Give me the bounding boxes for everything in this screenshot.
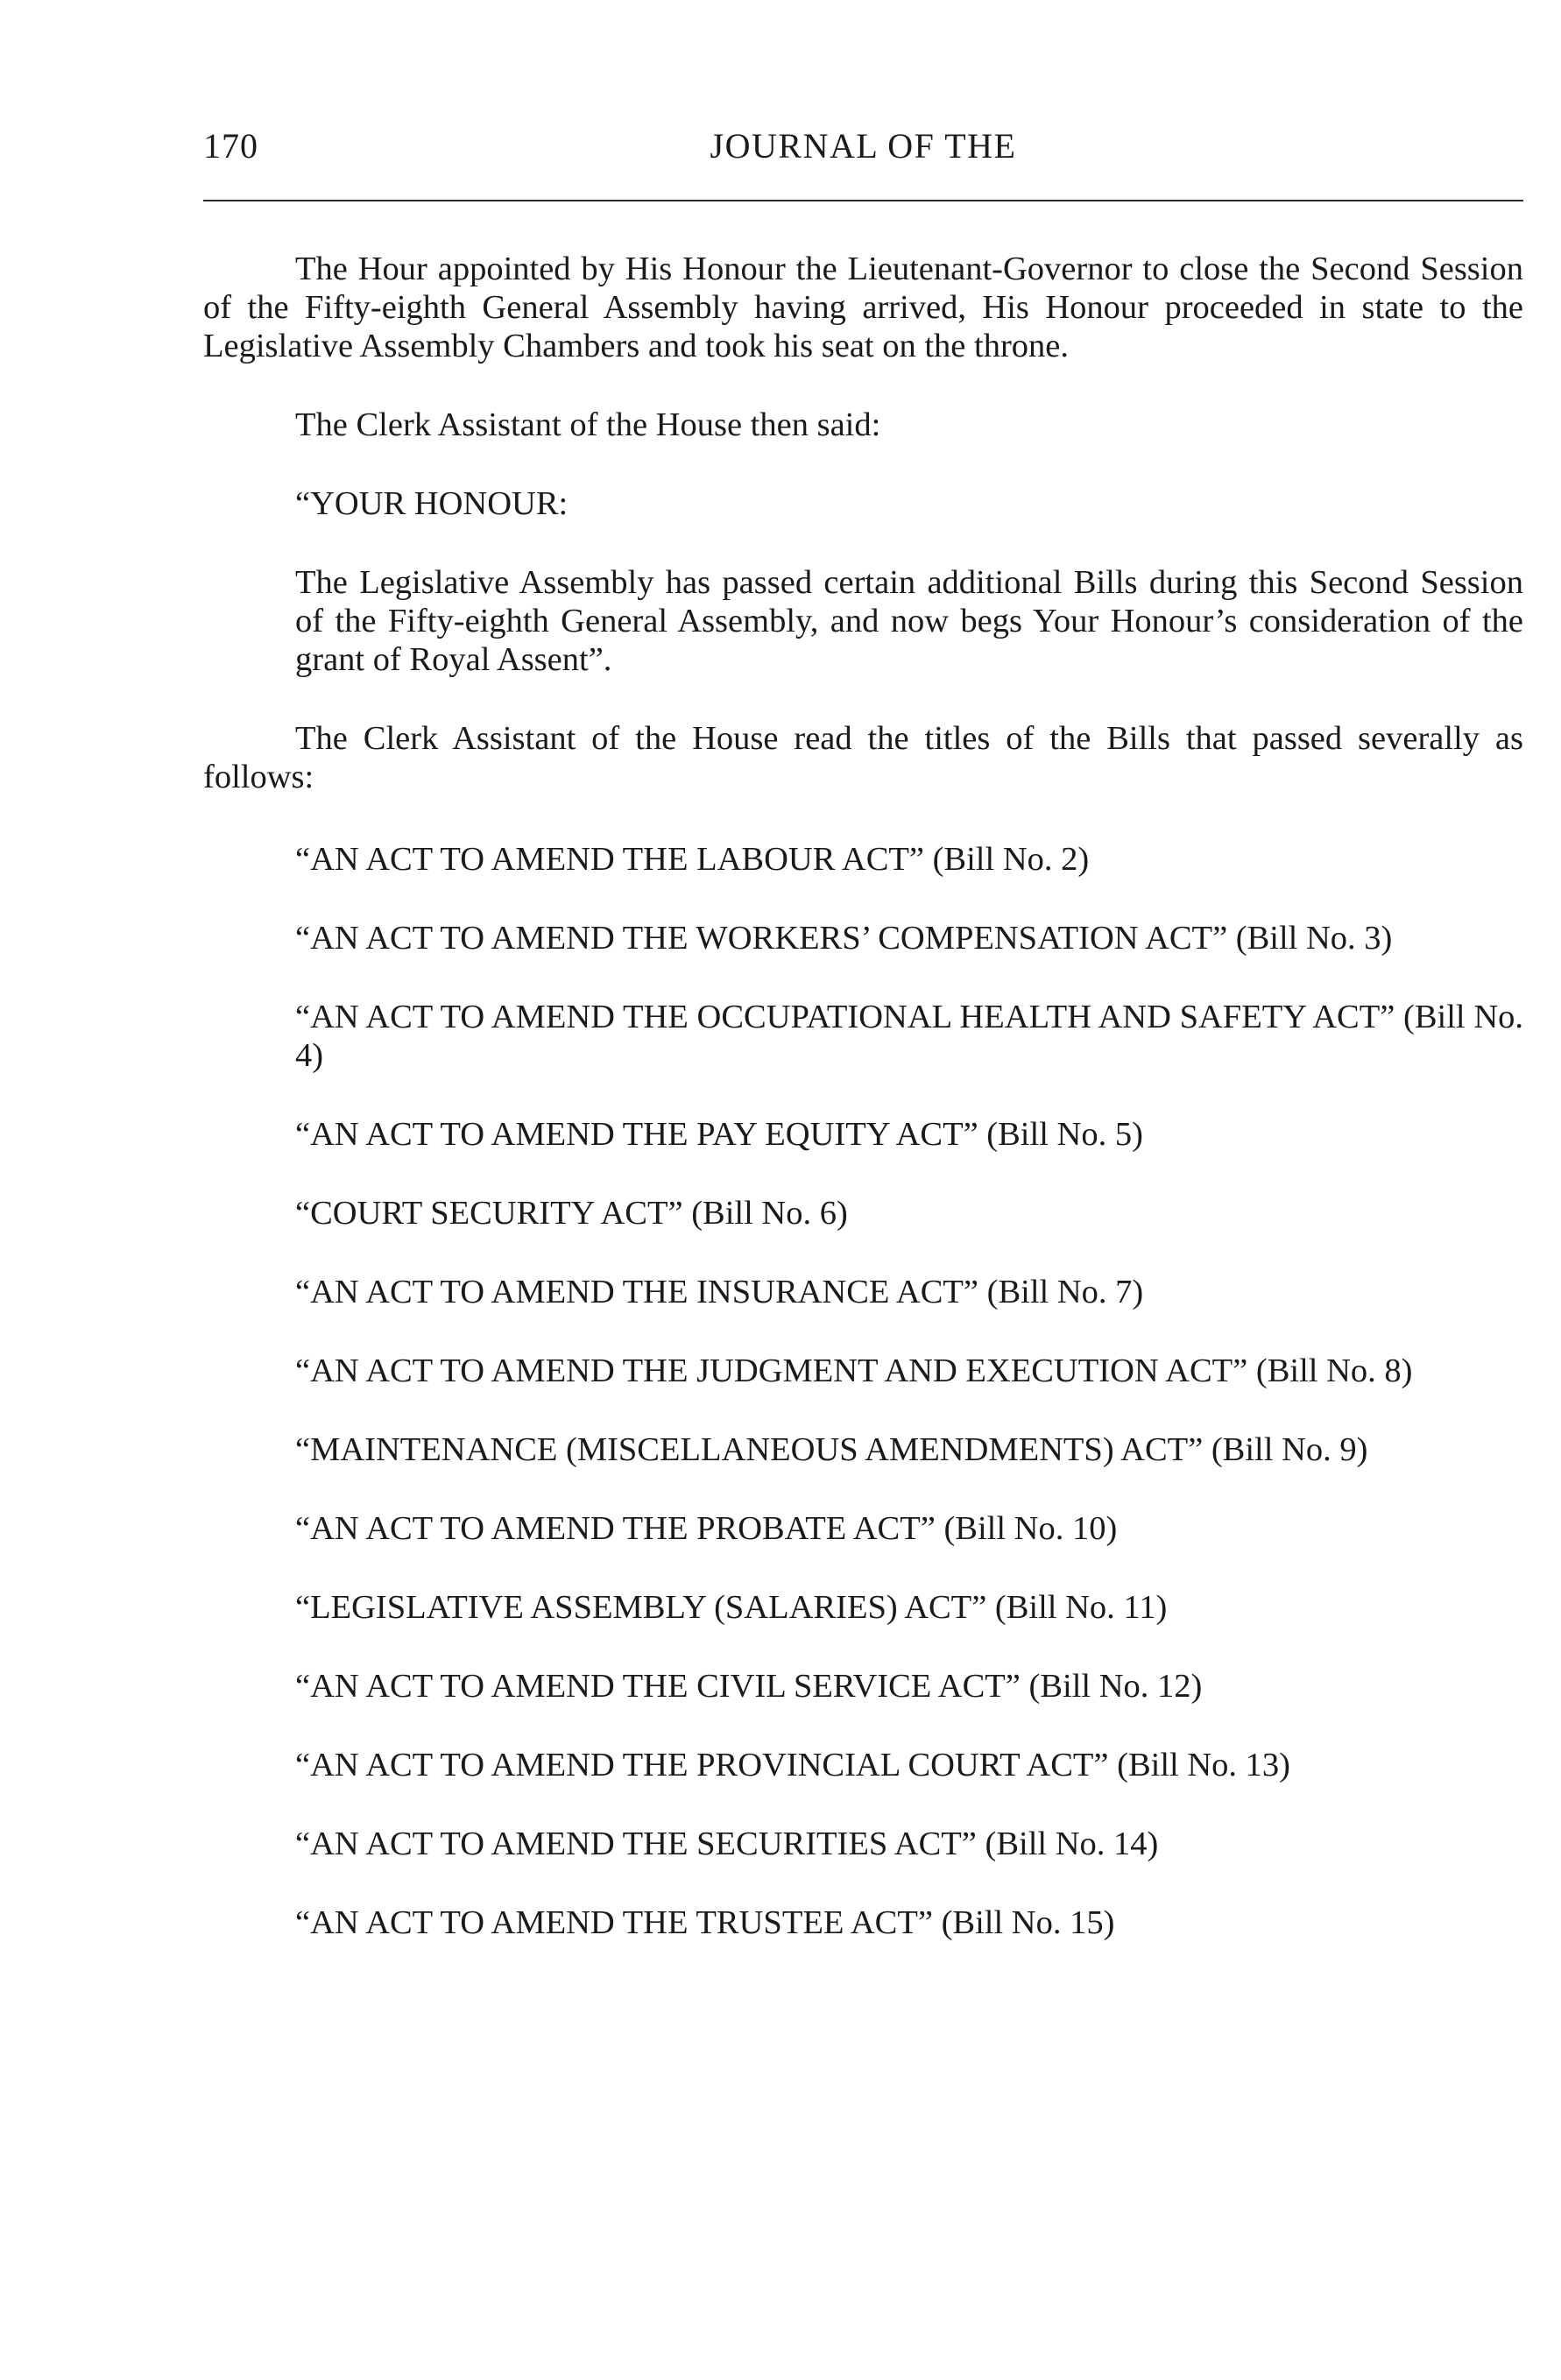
bill-item: “AN ACT TO AMEND THE WORKERS’ COMPENSATION ACT” (Bill No. 3) (295, 920, 1393, 957)
clerk-said-paragraph: The Clerk Assistant of the House then said: (295, 406, 881, 443)
bill-item: “AN ACT TO AMEND THE INSURANCE ACT” (Bill No. 7) (295, 1274, 1144, 1310)
journal-body (203, 250, 1523, 1942)
bill-item: “AN ACT TO AMEND THE PAY EQUITY ACT” (Bill No. 5) (295, 1116, 1143, 1153)
bill-item: “AN ACT TO AMEND THE SECURITIES ACT” (Bill No. 14) (295, 1826, 1159, 1862)
bill-item: “COURT SECURITY ACT” (Bill No. 6) (295, 1195, 848, 1232)
address-line: “YOUR HONOUR: (295, 485, 569, 522)
bill-item: “LEGISLATIVE ASSEMBLY (SALARIES) ACT” (Bill No. 11) (295, 1589, 1168, 1626)
bill-item: “AN ACT TO AMEND THE OCCUPATIONAL HEALTH AND SAFETY ACT” (Bill No. 4) (295, 999, 1523, 1074)
bill-item: “AN ACT TO AMEND THE LABOUR ACT” (Bill No. 2) (295, 841, 1090, 878)
bill-item: “AN ACT TO AMEND THE JUDGMENT AND EXECUTION ACT” (Bill No. 8) (295, 1352, 1413, 1389)
running-head: JOURNAL OF THE (710, 126, 1017, 166)
page-header (203, 125, 1523, 178)
bill-item: “AN ACT TO AMEND THE CIVIL SERVICE ACT” (Bill No. 12) (295, 1668, 1203, 1705)
bill-item: “AN ACT TO AMEND THE PROVINCIAL COURT ACT” (Bill No. 13) (295, 1747, 1290, 1783)
page-number: 170 (203, 126, 258, 166)
bill-item: “AN ACT TO AMEND THE TRUSTEE ACT” (Bill No. 15) (295, 1904, 1115, 1941)
bill-list (203, 840, 1523, 1942)
titles-read-paragraph: The Clerk Assistant of the House read the titles of the Bills that passed severally as follows: (203, 720, 1523, 795)
header-rule (203, 200, 1523, 201)
opening-paragraph: The Hour appointed by His Honour the Lieutenant-Governor to close the Second Session of the Fifty-eighth General Assembly having arrived, His Honour proceeded in state to the Legislative Assembly Chambers and took his seat on the throne. (203, 251, 1523, 364)
bill-item: “AN ACT TO AMEND THE PROBATE ACT” (Bill No. 10) (295, 1510, 1118, 1547)
bill-item: “MAINTENANCE (MISCELLANEOUS AMENDMENTS) ACT” (Bill No. 9) (295, 1431, 1368, 1468)
assembly-message: The Legislative Assembly has passed certain additional Bills during this Second Session of the Fifty-eighth General Assembly, and now begs Your Honour’s consideration of the grant of Royal Assent”. (295, 564, 1523, 678)
